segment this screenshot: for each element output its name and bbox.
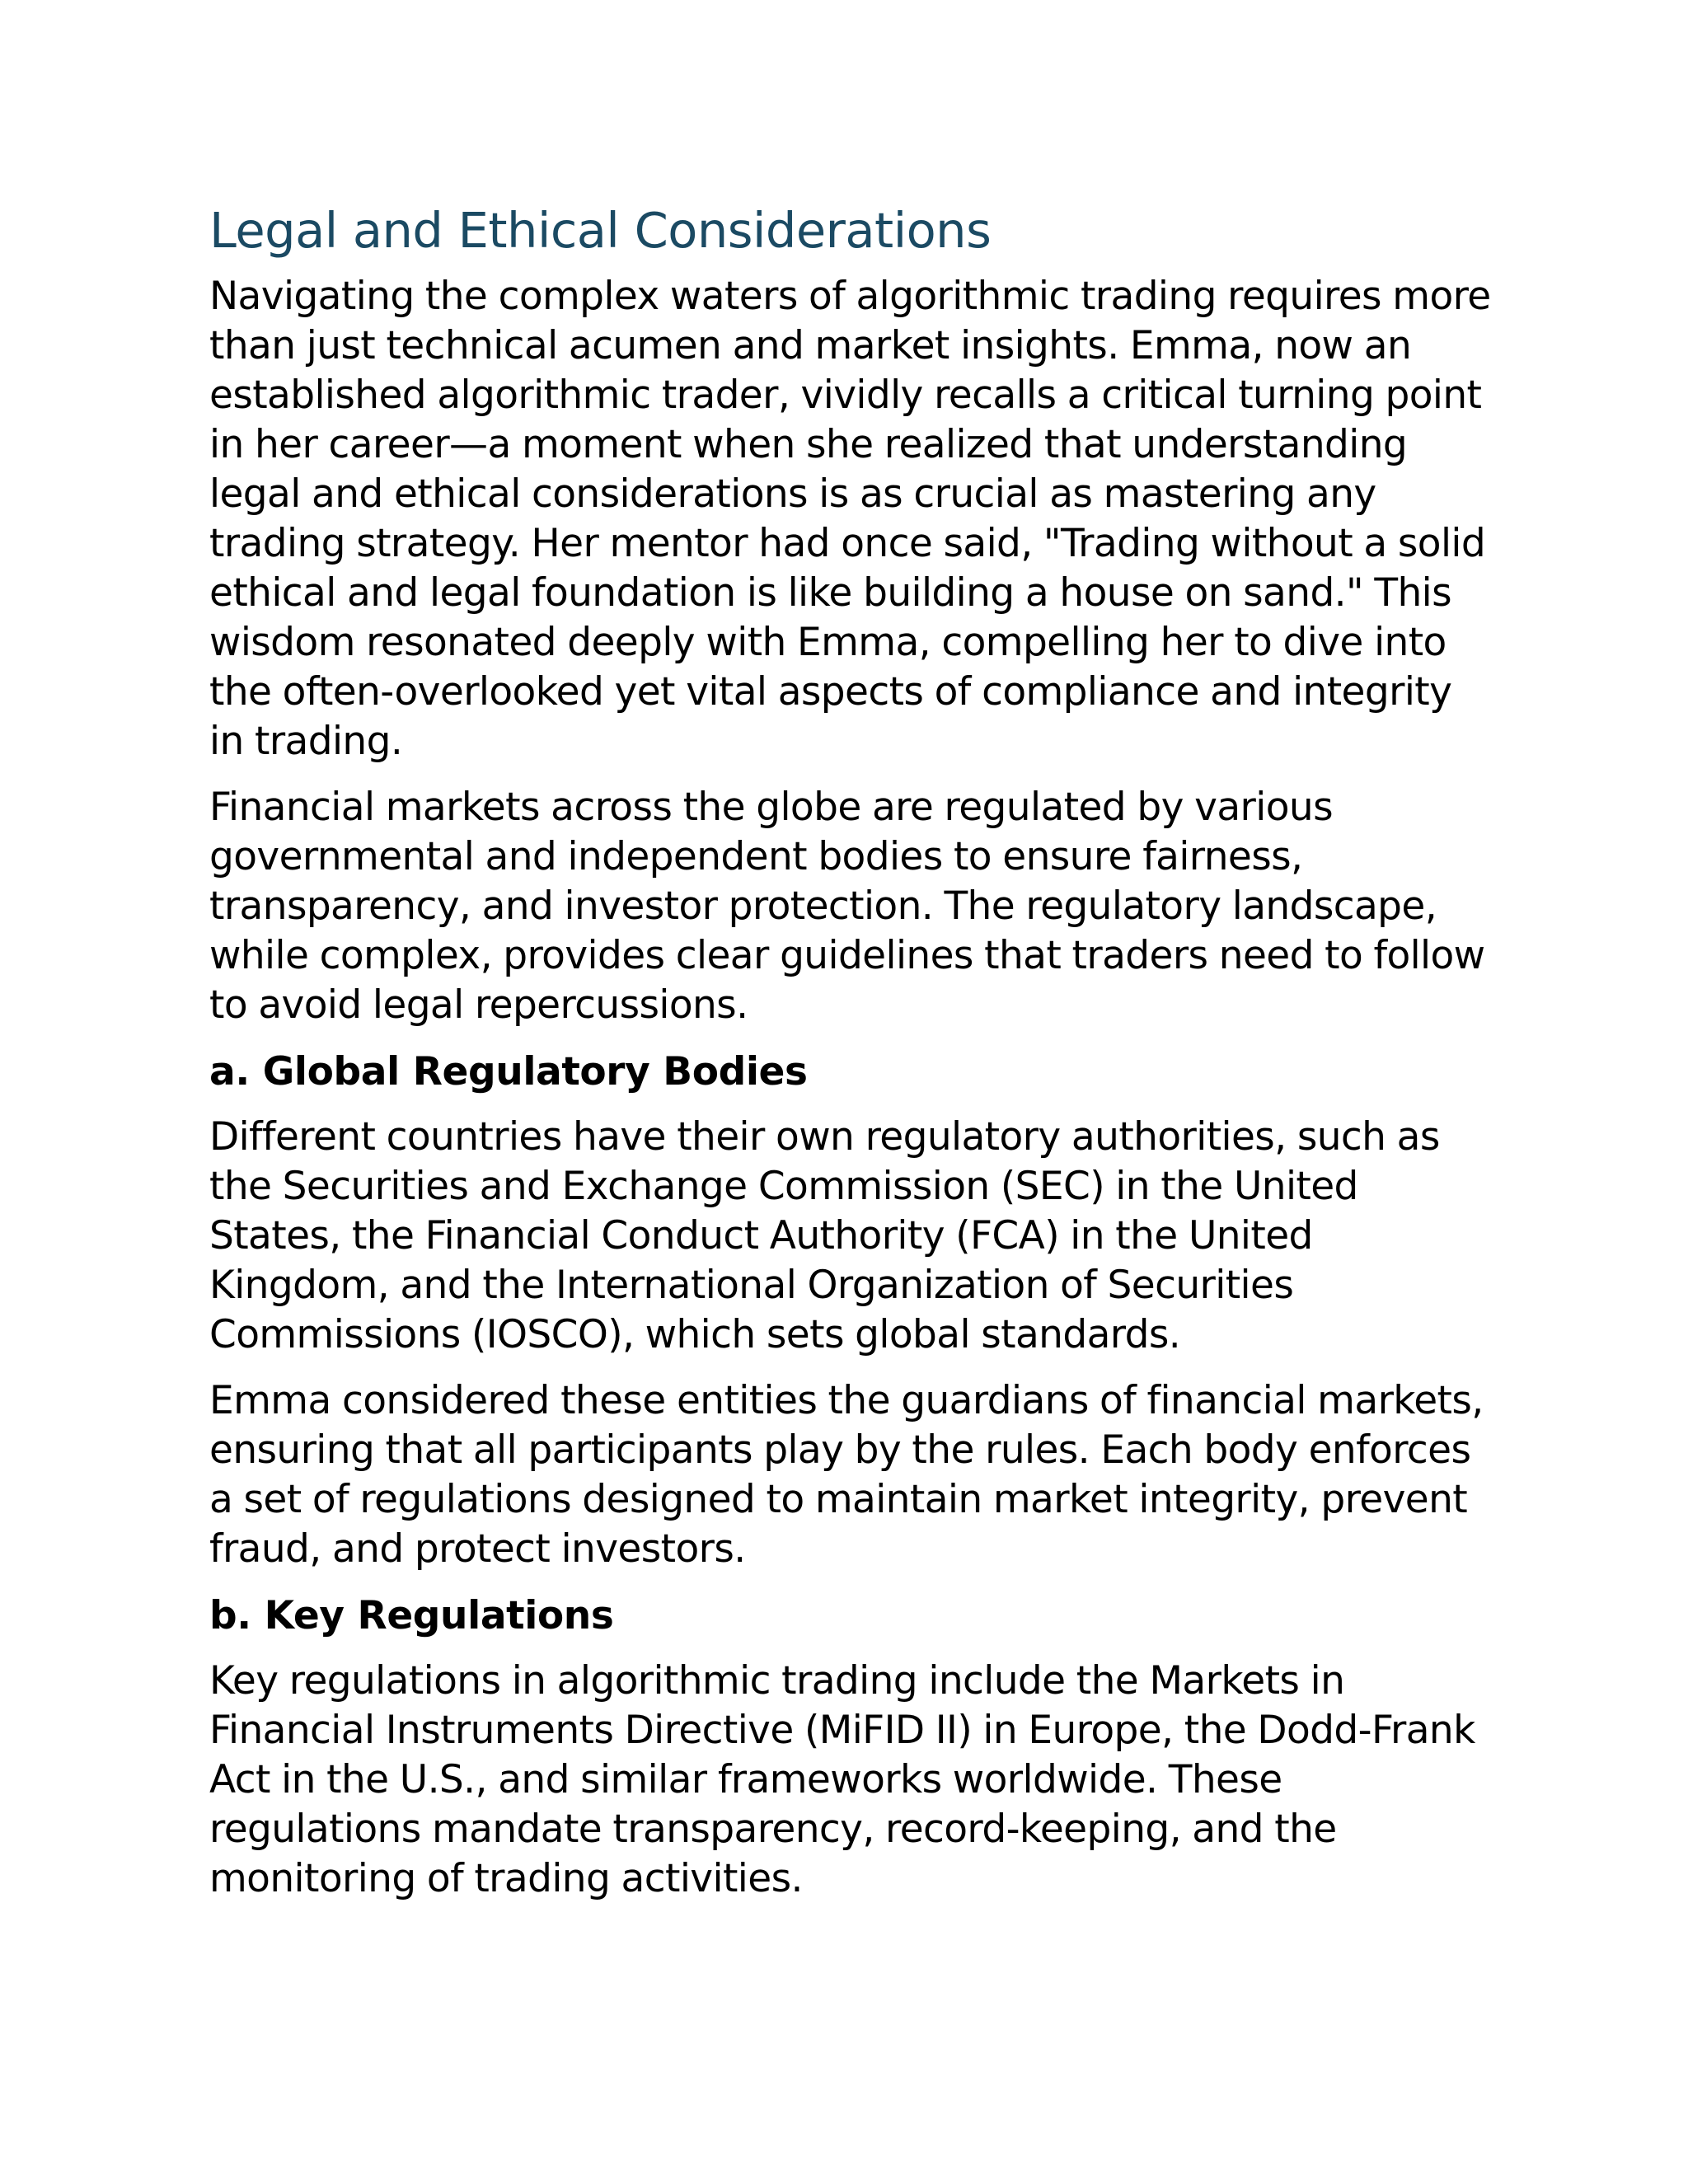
- page-content: [209, 198, 1495, 1920]
- chapter-title: Legal and Ethical Considerations: [209, 202, 992, 259]
- section-paragraph: Different countries have their own regulatory authorities, such as the Securities and Exchange Commission (SEC) in the United States, the Financial Conduct Authority (FCA) in the United Kingdom, and the International Organization of Securities Commissions (IOSCO), which sets global standards.: [209, 1114, 1440, 1357]
- section-heading-global-regulatory-bodies: a. Global Regulatory Bodies: [209, 1049, 808, 1094]
- section-heading-key-regulations: b. Key Regulations: [209, 1593, 614, 1638]
- section-paragraph: Key regulations in algorithmic trading include the Markets in Financial Instruments Directive (MiFID II) in Europe, the Dodd-Frank Act in the U.S., and similar frameworks worldwide. These regulations mandate transparency, record-keeping, and the monitoring of trading activities.: [209, 1658, 1475, 1901]
- intro-paragraph: Financial markets across the globe are regulated by various governmental and independent bodies to ensure fairness, transparency, and investor protection. The regulatory landscape, while complex, provides clear guidelines that traders need to follow to avoid legal repercussions.: [209, 785, 1485, 1028]
- intro-paragraph: Navigating the complex waters of algorithmic trading requires more than just technical acumen and market insights. Emma, now an established algorithmic trader, vividly recalls a critical turning point in her career—a moment when she realized that understanding legal and ethical considerations is as crucial as mastering any trading strategy. Her mentor had once said, "Trading without a solid ethical and legal foundation is like building a house on sand." This wisdom resonated deeply with Emma, compelling her to dive into the often-overlooked yet vital aspects of compliance and integrity in trading.: [209, 274, 1491, 764]
- section-paragraph: Emma considered these entities the guardians of financial markets, ensuring that all participants play by the rules. Each body enforces a set of regulations designed to maintain market integrity, prevent fraud, and protect investors.: [209, 1378, 1484, 1572]
